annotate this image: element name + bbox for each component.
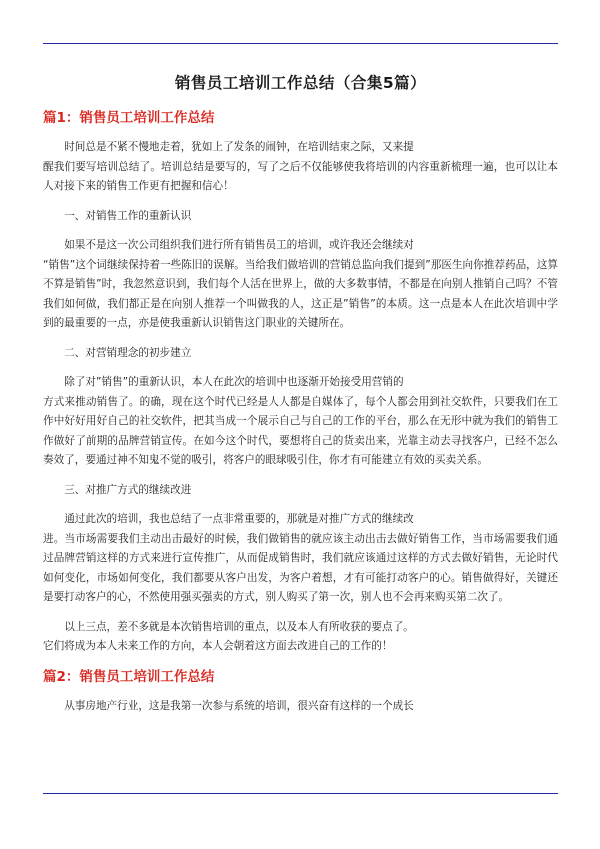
subsection-paragraph-3 [43, 510, 558, 608]
paragraph-line: 通过此次的培训，我也总结了一点非常重要的，那就是对推广方式的继续改 [64, 513, 414, 525]
bottom-rule [43, 793, 558, 794]
section-heading-2: 篇2：销售员工培训工作总结 [43, 668, 215, 685]
section-heading-1: 篇1：销售员工培训工作总结 [43, 110, 215, 126]
subsection-heading-1: 一、对销售工作的重新认识 [64, 209, 192, 222]
paragraph-line: 除了对”销售”的重新认识，本人在此次的培训中也逐渐开始接受用营销的 [64, 376, 404, 388]
paragraph-text: 醒我们要写培训总结了。培训总结是要写的，写了之后不仅能够使我将培训的内容重新梳理一遍，也可以让本人对接下来的销售工作更有把握和信心！ [43, 160, 558, 192]
paragraph-line: 以上三点，差不多就是本次销售培训的重点，以及本人有所收获的要点了。 [64, 620, 414, 633]
closing-paragraph [43, 618, 558, 657]
subsection-heading-2: 二、对营销理念的初步建立 [64, 346, 192, 359]
subsection-paragraph-2 [43, 373, 558, 471]
paragraph-line: 它们将成为本人未来工作的方向，本人会朝着这方面去改进自己的工作的！ [43, 640, 393, 652]
paragraph-text: 进。当市场需要我们主动出击最好的时候，我们做销售的就应该主动出击去做好销售工作，当市场需要我们通过品牌营销这样的方式来进行宣传推广，从而促成销售时，我们就应该通过这样的方式去做好销售，无论时代如何变化，市场如何变化，我们都要从客户出发，为客户着想，才有可能打动客户的心。销售做得好，关键还是要打动客户的心，不然使用强买强卖的方式，别人购买了第一次，别人也不会再来购买第二次了。 [43, 532, 558, 603]
paragraph-text: 方式来推动销售了。的确，现在这个时代已经是人人都是自媒体了，每个人都会用到社交软件，只要我们在工作中好好用好自己的社交软件，把其当成一个展示自己与自己的工作的平台，那么在无形中就为我们的销售工作做好了前期的品牌营销宣传。在如今这个时代，要想将自己的货卖出来，光靠主动去寻找客户，已经不怎么奏效了，要通过神不知鬼不觉的吸引，将客户的眼球吸引住，你才有可能建立有效的买卖关系。 [43, 395, 558, 466]
top-rule [43, 43, 558, 44]
subsection-paragraph-1 [43, 236, 558, 334]
paragraph-line: 如果不是这一次公司组织我们进行所有销售员工的培训，或许我还会继续对 [64, 239, 414, 251]
paragraph-text: “销售”这个词继续保持着一些陈旧的误解。当给我们做培训的营销总监向我们提到”那医生向你推荐药品，这算不算是销售”时，我忽然意识到，我们每个人活在世界上，做的大多数事情，不都是在向别人推销自己吗？不管我们如何做，我们都正是在向别人推荐一个叫做我的人，这正是”销售”的本质。这一点是本人在此次培训中学到的最重要的一点，亦是使我重新认识销售这门职业的关键所在。 [43, 258, 558, 329]
section-2-paragraph [43, 697, 558, 717]
subsection-heading-3: 三、对推广方式的继续改进 [64, 483, 192, 496]
paragraph-line: 从事房地产行业，这是我第一次参与系统的培训，很兴奋有这样的一个成长 [64, 699, 414, 712]
intro-paragraph [43, 138, 558, 197]
paragraph-line: 时间总是不紧不慢地走着，犹如上了发条的闹钟，在培训结束之际，又来提 [64, 141, 414, 153]
document-title: 销售员工培训工作总结（合集5篇） [174, 74, 427, 92]
document-body [43, 72, 558, 726]
